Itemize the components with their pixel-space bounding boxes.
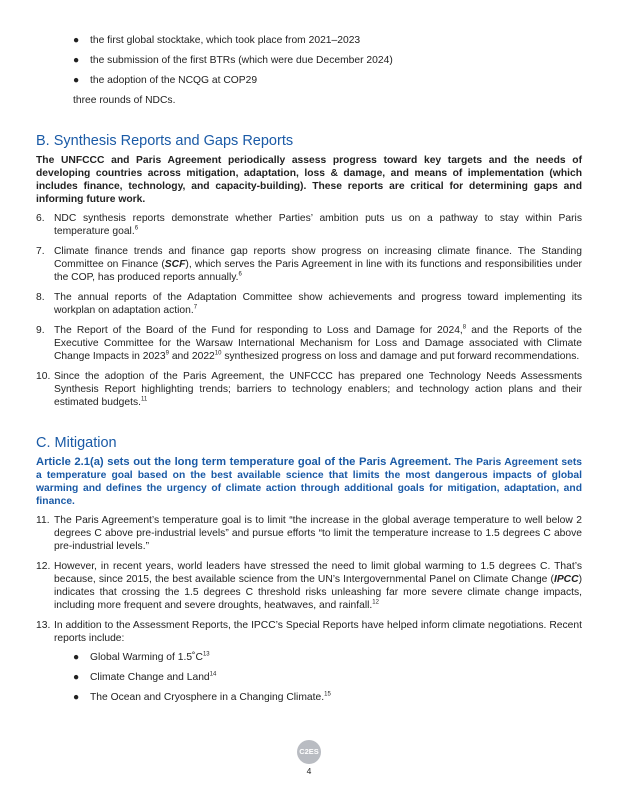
list-item: ● The Ocean and Cryosphere in a Changing Climate.$^{15}$	[73, 691, 331, 703]
page-footer	[0, 740, 618, 776]
footnote-ref[interactable]: 11	[141, 396, 148, 403]
page-number: 4	[306, 766, 312, 776]
footnote-ref[interactable]: 6	[238, 271, 242, 278]
footnote-ref[interactable]: 15	[324, 691, 331, 698]
list-item	[73, 54, 582, 67]
list-item	[36, 291, 582, 317]
item-number: 12.	[36, 561, 51, 572]
item-number: 13.	[36, 620, 51, 631]
list-item	[36, 324, 582, 363]
bullet-icon: ●	[73, 55, 80, 66]
item-number: 9.	[36, 325, 45, 336]
list-item	[36, 514, 582, 553]
footnote-ref[interactable]: 8	[462, 324, 467, 331]
item-text: The Paris Agreement’s temperature goal is to limit “the increase in the global average temperature to well below 2 degrees C above pre-industrial levels” and pursue efforts “to limit the temperature increase to 1.5 degrees C above pre-industrial levels.”	[54, 515, 582, 552]
footnote-ref[interactable]: 6	[134, 225, 139, 232]
list-item	[36, 212, 582, 238]
item-number: 6.	[36, 213, 45, 224]
list-item	[36, 619, 582, 711]
list-item	[36, 370, 582, 409]
item-text: Since the adoption of the Paris Agreement, the UNFCCC has prepared one Technology Needs Assessments Synthesis Report highlighting trends; barriers to technology enablers; and technology action plans and their estimated budgets.$^{11}$	[54, 371, 582, 408]
bullet-icon: ●	[73, 75, 80, 86]
bullet-icon: ●	[73, 672, 80, 683]
item-text: However, in recent years, world leaders have stressed the need to limit global warming to 1.5 degrees C. That’s because, since 2015, the best available science from the UN’s Intergovernmental Panel on Climate Change (IPCC) indicates that crossing the 1.5 degrees C threshold risks unleashing far more severe climate change impacts, including more frequent and severe droughts, heatwaves, and rainfall.$^{12}$	[54, 561, 582, 611]
item-number: 8.	[36, 292, 45, 303]
footnote-ref[interactable]: 10	[214, 350, 222, 357]
list-item	[73, 34, 582, 47]
section-b-lead: The UNFCCC and Paris Agreement periodically assess progress toward key targets and the needs of developing countries across mitigation, adaptation, loss & damage, and means of implementation (which includes finance, technology, and capacity-building). These reports are critical for determining gaps and informing future work.	[36, 155, 582, 205]
list-item: ● Global Warming of $1.5˚C^{13}$	[73, 651, 210, 663]
item-text: The Report of the Board of the Fund for responding to Loss and Damage for 2024,$^8$ and the Reports of the Executive Committee for the Warsaw International Mechanism for Loss and Damage associated with Climate Change Impacts in 2023$^9$ and 2022$^{10}$ synthesized progress on loss and damage and put forward recommendations.	[54, 324, 582, 362]
section-c-lead: Article 2.1(a) sets out the long term temperature goal of the Paris Agreement. The Paris Agreement sets a temperature goal based on the best available science that limits the most dangerous impacts of global warming and defines the urgency of climate action through additional goals for mitigation, adaptation, and finance.	[36, 456, 582, 507]
trailing-text: three rounds of NDCs.	[73, 95, 176, 106]
footnote-ref[interactable]: 7	[193, 304, 198, 311]
item-number: 11.	[36, 515, 50, 526]
bullet-text: the submission of the first BTRs (which were due December 2024)	[90, 55, 393, 66]
list-item	[36, 245, 582, 284]
bullet-icon: ●	[73, 692, 80, 703]
footnote-ref[interactable]: 12	[372, 599, 379, 606]
bullet-text: the adoption of the NCQG at COP29	[90, 75, 258, 86]
item-text: In addition to the Assessment Reports, the IPCC’s Special Reports have helped inform climate negotiations. Recent reports include: ● Global Warming of $1.5˚C^{13}$ ● Climate Change and Land$^{14}$ ● The Ocean and Cryosphere in a Changing Climate.$^{15}$	[54, 620, 582, 703]
item-text: Climate finance trends and finance gap reports show progress on increasing climate finance. The Standing Committee on Finance (SCF), which serves the Paris Agreement in line with its functions and responsibilities under the COP, has produced reports annually.$^6$	[54, 246, 582, 283]
bullet-icon: ●	[73, 35, 80, 46]
section-b-heading: B. Synthesis Reports and Gaps Reports	[36, 133, 294, 149]
abbreviation: IPCC	[553, 574, 579, 585]
bullet-text: the first global stocktake, which took place from 2021–2023	[90, 35, 361, 46]
section-c-list	[36, 514, 582, 711]
top-bullet-list	[36, 34, 582, 87]
page-content	[36, 34, 582, 718]
section-c-heading: C. Mitigation	[36, 435, 117, 451]
item-text: The annual reports of the Adaptation Committee show achievements and progress toward implementing its workplan on adaptation action.$^7$	[54, 292, 582, 316]
item-number: 10.	[36, 371, 51, 382]
item-text: NDC synthesis reports demonstrate whether Parties’ ambition puts us on a pathway to stay within Paris temperature goal.$^6$	[54, 213, 582, 237]
abbreviation: SCF	[164, 259, 186, 270]
footnote-ref[interactable]: 13	[202, 651, 210, 658]
bullet-icon: ●	[73, 652, 80, 663]
footnote-ref[interactable]: 14	[209, 671, 217, 678]
list-item	[73, 74, 582, 87]
list-item	[36, 560, 582, 612]
c2es-logo: C2ES	[297, 740, 321, 764]
list-item: ● Climate Change and Land$^{14}$	[73, 671, 217, 683]
special-reports-list	[54, 651, 582, 704]
section-b-list	[36, 212, 582, 409]
footnote-ref[interactable]: 9	[165, 350, 169, 357]
item-number: 7.	[36, 246, 45, 257]
